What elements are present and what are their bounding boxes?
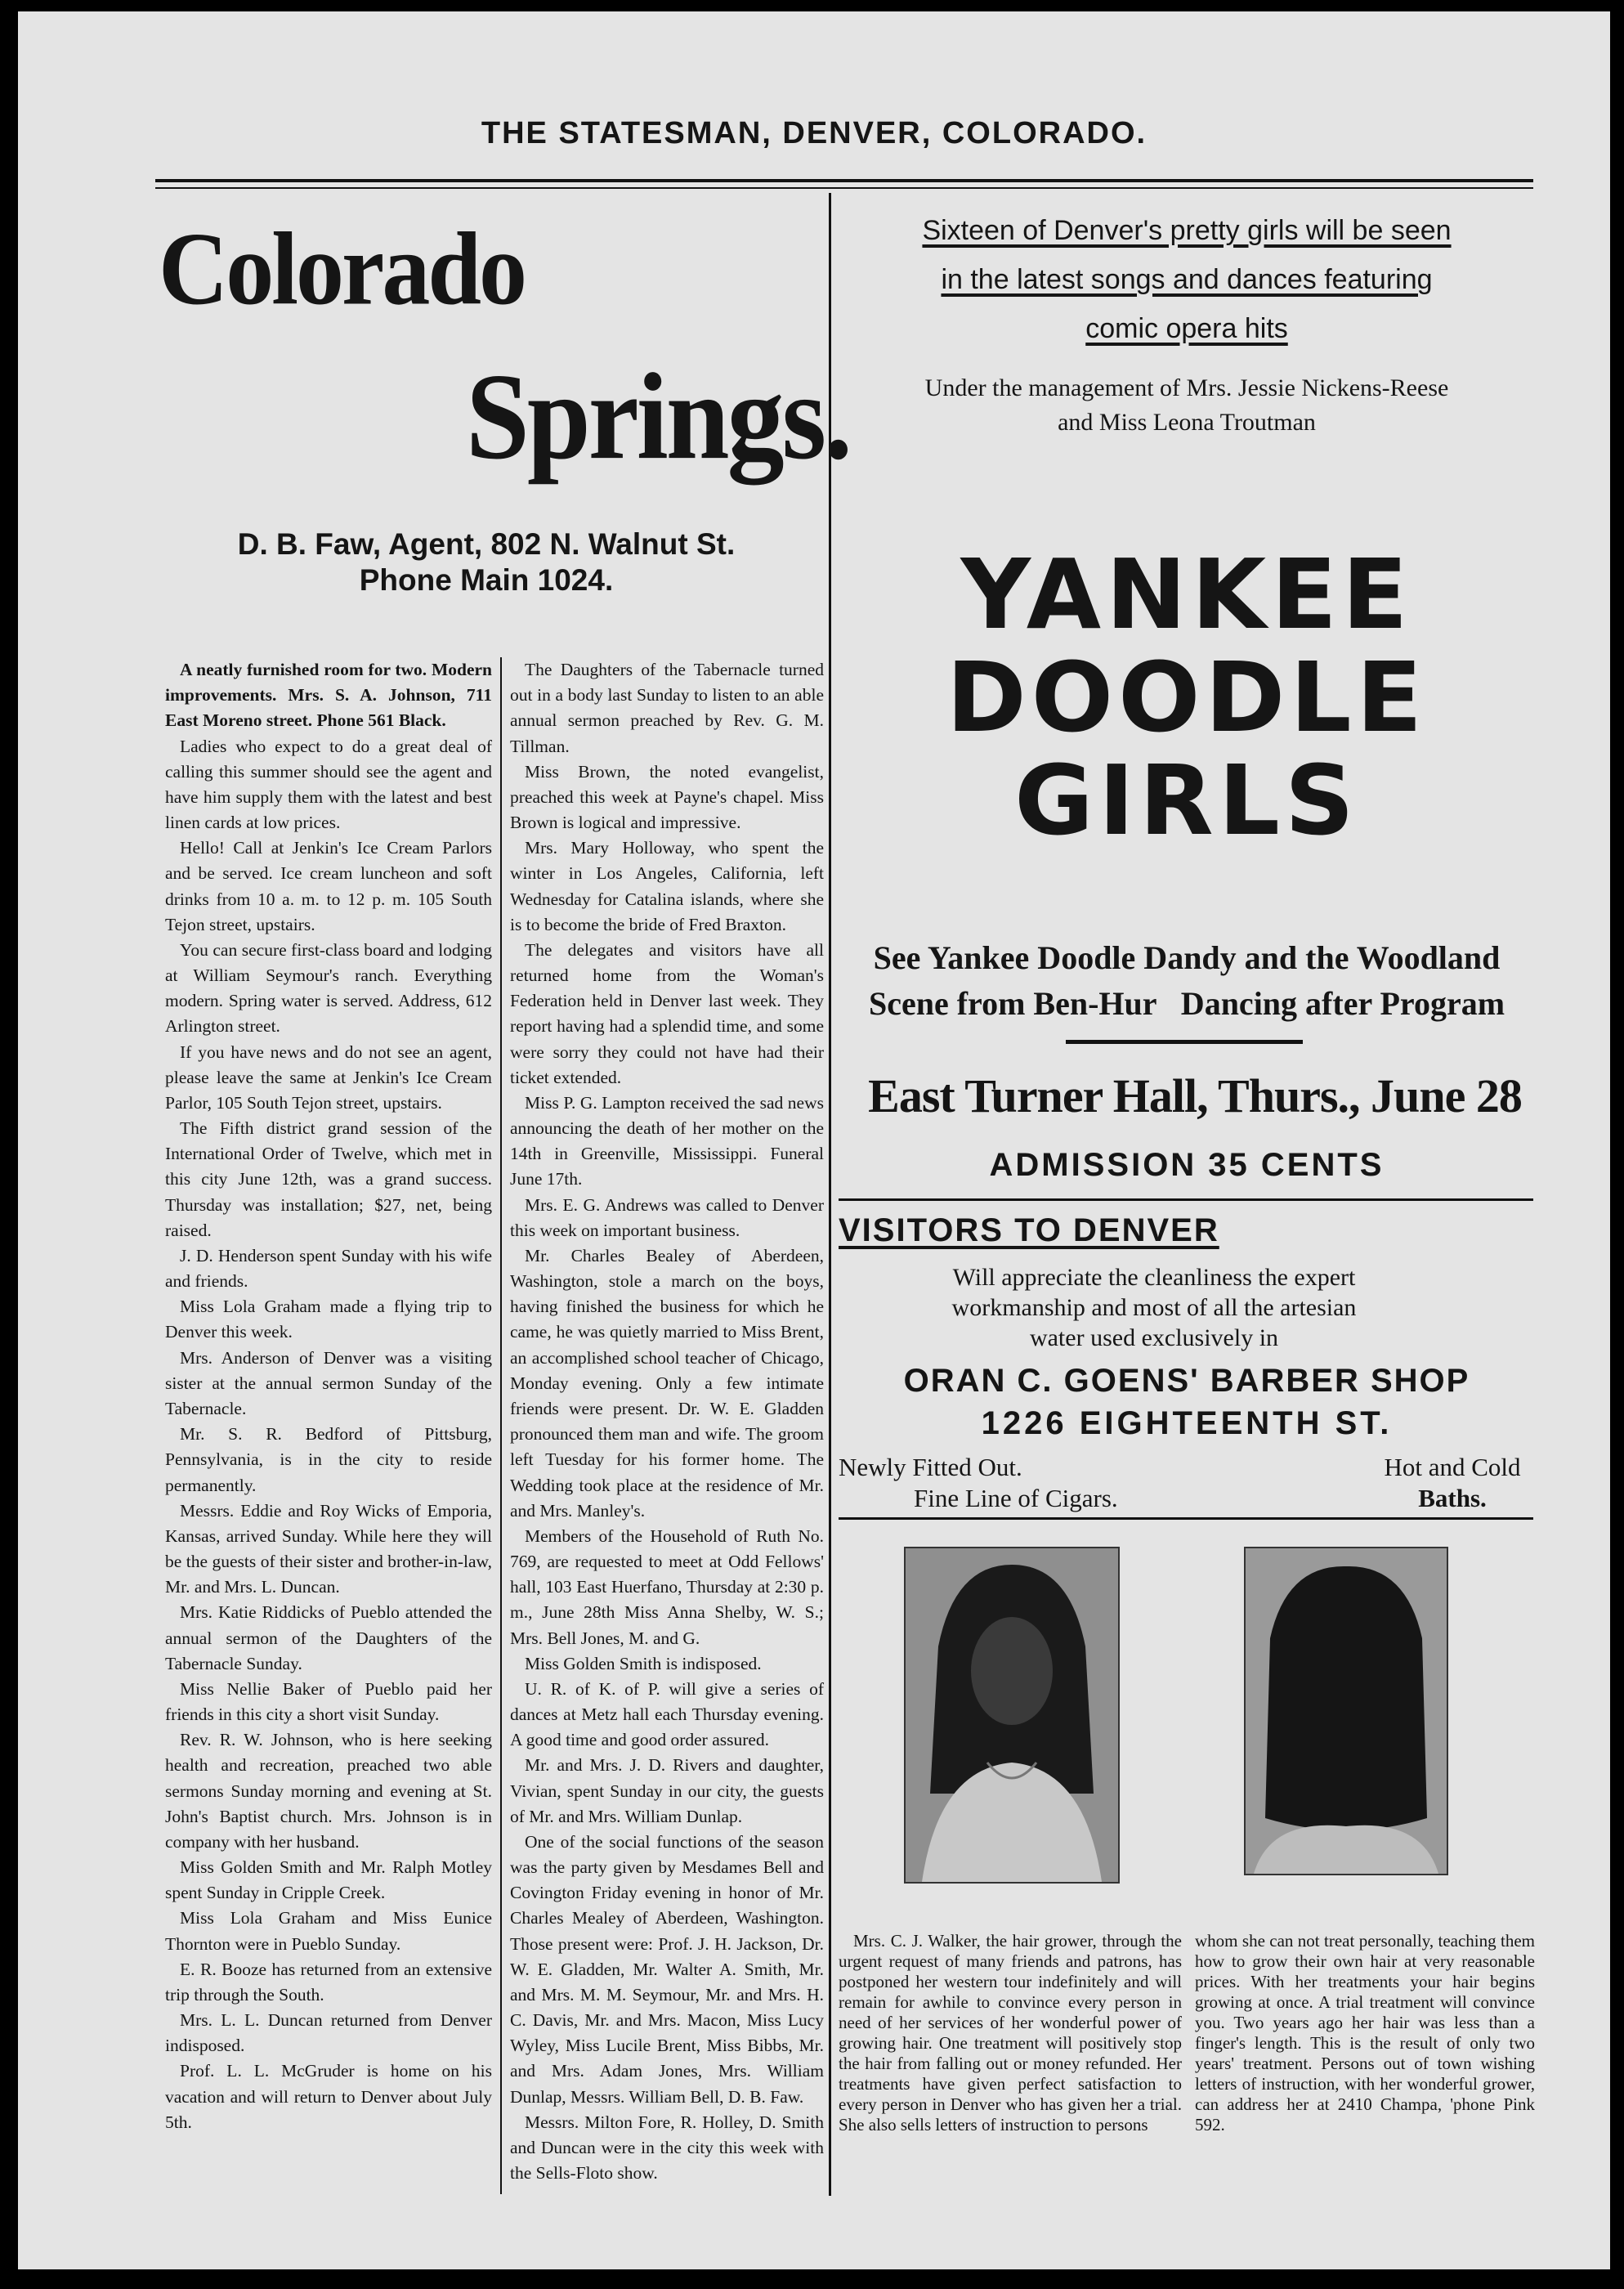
news-item: Mrs. L. L. Duncan returned from Denver indisposed. bbox=[165, 2010, 492, 2056]
news-item: Miss Brown, the noted evangelist, preached this week at Payne's chapel. Miss Brown is logical and impressive. bbox=[510, 761, 824, 833]
ad-divider bbox=[1066, 1040, 1303, 1044]
barber-address: 1226 EIGHTEENTH ST. bbox=[981, 1405, 1393, 1441]
news-column-divider bbox=[500, 657, 502, 2194]
barber-right-1: Hot and Cold bbox=[1384, 1453, 1521, 1481]
barber-left-2: Fine Line of Cigars. bbox=[914, 1484, 1118, 1512]
ad-tagline bbox=[835, 206, 1538, 353]
news-item: Mrs. Mary Holloway, who spent the winter in Los Angeles, California, left Wednesday for Catalina islands, where she is to become the bride of Fred Braxton. bbox=[510, 838, 824, 934]
barber-heading bbox=[839, 1210, 1219, 1251]
ad-tagline-2: in the latest songs and dances featuring bbox=[941, 264, 1433, 295]
news-item: The Daughters of the Tabernacle turned out in a body last Sunday to listen to an able annual sermon preached by Rev. G. M. Tillman. bbox=[510, 660, 824, 756]
ad-program-line1: See Yankee Doodle Dandy and the Woodland bbox=[873, 939, 1501, 976]
ad-headline bbox=[835, 538, 1538, 857]
news-item: Miss Golden Smith and Mr. Ralph Motley spent Sunday in Cripple Creek. bbox=[165, 1857, 492, 1903]
news-item: Mr. S. R. Bedford of Pittsburg, Pennsylvania, is in the city to reside permanently. bbox=[165, 1424, 492, 1495]
news-item: E. R. Booze has returned from an extensive trip through the South. bbox=[165, 1959, 492, 2005]
section-title-line1: Colorado bbox=[159, 211, 525, 327]
ad-headline-2: DOODLE bbox=[946, 641, 1428, 754]
barber-right-2: Baths. bbox=[1418, 1484, 1487, 1512]
news-item: Prof. L. L. McGruder is home on his vacation and will return to Denver about July 5th. bbox=[165, 2061, 492, 2132]
barber-left-note bbox=[839, 1452, 1118, 1514]
walker-text-2: whom she can not treat personally, teaching them how to grow their own hair at very reasonable prices. With her treatments your hair begins growing at once. A trial treatment will convince you. Two years ago her hair was less than a finger's length. This is the result of only two years' treatment. Persons out of town wishing letters of instruction, with her wonderful grower, can address her at 2410 Champa, 'phone Pink 592. bbox=[1195, 1931, 1535, 2134]
masthead-rule-thin bbox=[155, 187, 1533, 189]
barber-left-1: Newly Fitted Out. bbox=[839, 1453, 1022, 1481]
section-title-line2: Springs. bbox=[466, 348, 851, 486]
barber-heading-text: VISITORS TO DENVER bbox=[839, 1212, 1219, 1248]
news-item: Mr. and Mrs. J. D. Rivers and daughter, Vivian, spent Sunday in our city, the guests of Mr. and Mrs. William Dunlap. bbox=[510, 1755, 824, 1826]
ad-venue: East Turner Hall, Thurs., June 28 bbox=[868, 1069, 1522, 1122]
news-item: Messrs. Milton Fore, R. Holley, D. Smith and Duncan were in the city this week with the Sells-Floto show. bbox=[510, 2112, 824, 2184]
masthead-rule bbox=[155, 179, 1533, 182]
news-item: Miss Lola Graham made a flying trip to Denver this week. bbox=[165, 1297, 492, 1342]
news-item: Miss Lola Graham and Miss Eunice Thornton were in Pueblo Sunday. bbox=[165, 1908, 492, 1954]
ad-headline-3: GIRLS bbox=[1014, 744, 1359, 857]
agent-line bbox=[155, 526, 817, 598]
portrait-back-photo bbox=[1244, 1547, 1448, 1875]
barber-body-1: Will appreciate the cleanliness the expert bbox=[952, 1264, 1356, 1291]
news-item: Rev. R. W. Johnson, who is here seeking health and recreation, preached two able sermons Sunday morning and evening at St. John's Baptist church. Mrs. Johnson is in company with her husband. bbox=[165, 1730, 492, 1852]
news-item: U. R. of K. of P. will give a series of dances at Metz hall each Thursday evening. A good time and good order assured. bbox=[510, 1678, 824, 1750]
ad-management-line1: Under the management of Mrs. Jessie Nickens-Reese bbox=[924, 374, 1449, 401]
ad-tagline-3: comic opera hits bbox=[1085, 313, 1288, 344]
news-item: The delegates and visitors have all returned home from the Woman's Federation held in Denver last week. They report having had a splendid time, and some were sorry they could not have had their ticket extended. bbox=[510, 939, 824, 1087]
barber-body-2: workmanship and most of all the artesian bbox=[951, 1294, 1357, 1321]
portrait-front-figure bbox=[906, 1548, 1118, 1882]
news-item: Hello! Call at Jenkin's Ice Cream Parlors and be served. Ice cream luncheon and soft drinks from 10 a. m. to 12 p. m. 105 South Tejon street, upstairs. bbox=[165, 838, 492, 934]
news-item: A neatly furnished room for two. Modern improvements. Mrs. S. A. Johnson, 711 East Moreno street. Phone 561 Black. bbox=[165, 660, 492, 731]
news-item: Ladies who expect to do a great deal of calling this summer should see the agent and have him supply them with the latest and best linen cards at low prices. bbox=[165, 736, 492, 833]
walker-column-2 bbox=[1195, 1931, 1535, 2135]
barber-shop-name: ORAN C. GOENS' BARBER SHOP bbox=[903, 1363, 1470, 1399]
news-item: Members of the Household of Ruth No. 769, are requested to meet at Odd Fellows' hall, 103 East Huerfano, Thursday at 2:30 p. m., June 28th Miss Anna Shelby, W. S.; Mrs. Bell Jones, M. and G. bbox=[510, 1525, 824, 1648]
barber-bottom-rule bbox=[839, 1517, 1533, 1520]
ad-headline-1: YANKEE bbox=[960, 538, 1413, 651]
walker-text-1: Mrs. C. J. Walker, the hair grower, through the urgent request of many friends and patrons, has postponed her western tour indefinitely and will remain for awhile to convince every person in need of her services of her wonderful power of growing hair. One treatment will positively stop the hair from falling out or money refunded. Her treatments have given perfect satisfaction to every person in Denver who has given her a trial. She also sells letters of instruction to persons bbox=[839, 1931, 1182, 2134]
news-item: Mrs. Anderson of Denver was a visiting sister at the annual sermon Sunday of the Tabernacle. bbox=[165, 1347, 492, 1418]
agent-phone: Phone Main 1024. bbox=[359, 563, 614, 597]
news-column-1 bbox=[165, 657, 492, 2135]
barber-body bbox=[868, 1262, 1440, 1353]
masthead: THE STATESMAN, DENVER, COLORADO. bbox=[481, 116, 1148, 150]
ad-tagline-1: Sixteen of Denver's pretty girls will be seen bbox=[922, 215, 1452, 246]
agent-address: D. B. Faw, Agent, 802 N. Walnut St. bbox=[237, 527, 736, 561]
news-item: If you have news and do not see an agent, please leave the same at Jenkin's Ice Cream Parlor, 105 South Tejon street, upstairs. bbox=[165, 1041, 492, 1113]
ad-program bbox=[835, 935, 1538, 1027]
barber-right-note bbox=[1367, 1452, 1538, 1514]
ad-bottom-rule bbox=[839, 1198, 1533, 1201]
portrait-back-figure bbox=[1246, 1548, 1447, 1874]
walker-column-1 bbox=[839, 1931, 1182, 2135]
ad-program-line2: Scene from Ben-Hur Dancing after Program bbox=[868, 985, 1505, 1022]
news-item: Miss Nellie Baker of Pueblo paid her friends in this city a short visit Sunday. bbox=[165, 1678, 492, 1725]
portrait-front-photo bbox=[904, 1547, 1120, 1884]
news-item: Mrs. E. G. Andrews was called to Denver this week on important business. bbox=[510, 1194, 824, 1240]
news-item: Miss P. G. Lampton received the sad news announcing the death of her mother on the 14th in Greenville, Mississippi. Funeral June 17th. bbox=[510, 1092, 824, 1189]
newspaper-page bbox=[18, 11, 1610, 2269]
news-item: Miss Golden Smith is indisposed. bbox=[525, 1653, 762, 1673]
ad-management-line2: and Miss Leona Troutman bbox=[1058, 409, 1316, 436]
news-item: Mrs. Katie Riddicks of Pueblo attended the annual sermon of the Daughters of the Tabernacle Sunday. bbox=[165, 1602, 492, 1673]
news-column-2 bbox=[510, 657, 824, 2186]
news-item: The Fifth district grand session of the International Order of Twelve, which met in this city June 12th, was a grand success. Thursday was installation; $27, net, being raised. bbox=[165, 1118, 492, 1240]
ad-admission: ADMISSION 35 CENTS bbox=[989, 1147, 1385, 1183]
news-item: Mr. Charles Bealey of Aberdeen, Washington, stole a march on the boys, having finished the business for which he came, he was quietly married to Miss Brent, an accomplished school teacher of Chicago, Monday evening. Only a few intimate friends were present. Dr. W. E. Gladden pronounced them man and wife. The groom left Tuesday for his former home. The Wedding took place at the residence of Mr. and Mrs. Manley's. bbox=[510, 1245, 824, 1521]
news-item: Messrs. Eddie and Roy Wicks of Emporia, Kansas, arrived Sunday. While here they will be the guests of their sister and brother-in-law, Mr. and Mrs. L. Duncan. bbox=[165, 1500, 492, 1597]
barber-body-3: water used exclusively in bbox=[1029, 1324, 1279, 1351]
news-item: You can secure first-class board and lodging at William Seymour's ranch. Everything modern. Spring water is served. Address, 612 Arlington street. bbox=[165, 939, 492, 1037]
ad-management bbox=[835, 371, 1538, 440]
news-item: One of the social functions of the season was the party given by Mesdames Bell and Covington Friday evening in honor of Mr. Charles Mealey of Aberdeen, Washington. Those present were: Prof. J. H. Jackson, Dr. W. E. Gladden, Mr. Walter A. Smith, Mr. and Mrs. M. M. Seymour, Mr. and Mrs. H. C. Davis, Mr. and Mrs. Macon, Miss Lucy Wyley, Miss Lucile Brent, Miss Bibbs, Mr. and Mrs. Adam Jones, Mrs. William Dunlap, Messrs. William Bell, D. B. Faw. bbox=[510, 1831, 824, 2107]
column-divider bbox=[829, 193, 831, 2196]
news-item: J. D. Henderson spent Sunday with his wife and friends. bbox=[165, 1245, 492, 1292]
